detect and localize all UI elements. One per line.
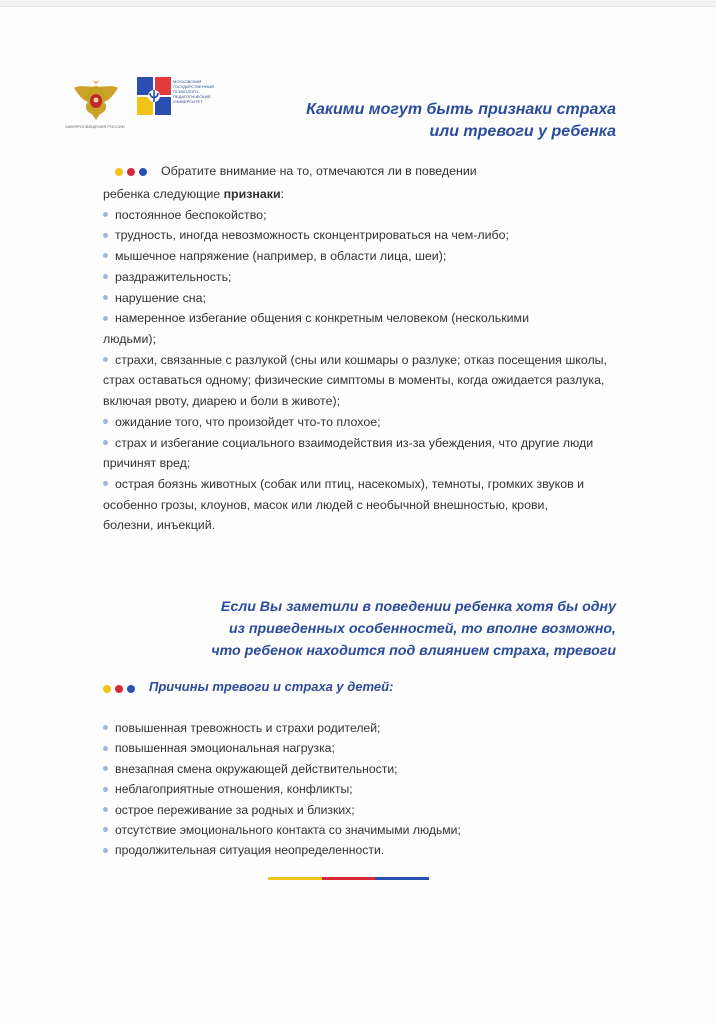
red-dot-icon [127, 168, 135, 176]
list-item-text: повышенная эмоциональная нагрузка; [115, 741, 335, 756]
university-logo-caption: МОСКОВСКИЙ ГОСУДАРСТВЕННЫЙ ПСИХОЛОГО-ПЕДАГОГИЧЕСКИЙ УНИВЕРСИТЕТ [173, 79, 214, 104]
list-item [103, 779, 623, 799]
list-item [103, 759, 623, 779]
callout-line-3: что ребенок находится под влиянием страха, тревоги [211, 643, 616, 659]
signs-intro [115, 161, 623, 182]
causes-list [103, 718, 623, 861]
list-item [103, 718, 623, 738]
blue-dot-icon [139, 168, 147, 176]
bullet-icon [103, 212, 108, 217]
list-item [103, 225, 623, 246]
red-segment [322, 877, 376, 880]
bullet-icon [103, 746, 108, 751]
list-item [103, 412, 623, 433]
yellow-segment [268, 877, 322, 880]
causes-heading [103, 679, 393, 695]
intro-bold-word: признаки [223, 187, 281, 202]
bullet-icon [103, 357, 108, 362]
list-item-text: намеренное избегание общения с конкретным человеком (несколькими людьми); [103, 311, 529, 346]
bullet-icon [103, 725, 108, 730]
list-item-text: повышенная тревожность и страхи родителей; [115, 721, 381, 735]
list-item-text: острая боязнь животных (собак или птиц, насекомых), темноты, громких звуков и особенно грозы, клоунов, масок или людей с необычной внешностью, крови, болезни, инъекций. [103, 476, 585, 533]
list-item-text: мышечное напряжение (например, в области лица, шеи); [115, 249, 447, 264]
blue-dot-icon [127, 685, 135, 693]
intro-line-2 [103, 184, 623, 205]
list-item-text: страх и избегание социального взаимодействия из-за убеждения, что другие люди причинят вред; [103, 435, 594, 471]
list-item-text: раздражительность; [115, 269, 232, 284]
ministry-logo-caption: МИНПРОСВЕЩЕНИЯ РОССИИ [65, 124, 125, 129]
list-item [103, 800, 623, 820]
tricolor-dots [103, 680, 139, 695]
list-item [103, 288, 623, 309]
bullet-icon [103, 787, 108, 792]
list-item-text: острое переживание за родных и близких; [115, 802, 355, 817]
bullet-icon [103, 827, 108, 832]
university-logo [137, 77, 171, 115]
signs-section [103, 161, 623, 536]
bullet-icon [103, 481, 108, 486]
list-item [103, 308, 553, 349]
bullet-icon [103, 233, 108, 238]
list-item-text: ожидание того, что произойдет что-то плохое; [115, 414, 381, 429]
causes-heading-text: Причины тревоги и страха у детей: [149, 679, 394, 694]
bullet-icon [103, 766, 108, 771]
bullet-icon [103, 440, 108, 445]
list-item [103, 840, 623, 860]
bullet-icon [103, 848, 108, 853]
list-item-text: нарушение сна; [115, 290, 206, 305]
list-item [103, 433, 603, 474]
callout-line-2: из приведенных особенностей, то вполне возможно, [228, 621, 616, 637]
list-item-text: внезапная смена окружающей действительности; [115, 761, 398, 776]
list-item [103, 246, 623, 267]
bullet-icon [103, 295, 108, 300]
bullet-icon [103, 316, 108, 321]
list-item-text: неблагоприятные отношения, конфликты; [115, 782, 353, 797]
bullet-icon [103, 419, 108, 424]
bullet-icon [103, 253, 108, 258]
list-item [103, 738, 623, 758]
red-dot-icon [115, 685, 123, 693]
top-border [0, 0, 716, 7]
list-item-text: отсутствие эмоционального контакта со значимыми людьми; [115, 823, 461, 838]
list-item [103, 474, 593, 536]
blue-segment [375, 877, 429, 880]
bullet-icon [103, 807, 108, 812]
list-item [103, 205, 623, 226]
bullet-icon [103, 274, 108, 279]
ministry-eagle-logo [70, 78, 122, 122]
callout-text [211, 596, 616, 662]
list-item-text: продолжительная ситуация неопределенности. [115, 843, 385, 858]
yellow-dot-icon [103, 685, 111, 693]
list-item-text: трудность, иногда невозможность сконцентрироваться на чем-либо; [115, 228, 509, 243]
yellow-dot-icon [115, 168, 123, 176]
intro-text-1: Обратите внимание на то, отмечаются ли в поведении [161, 164, 477, 178]
intro-colon: : [280, 187, 285, 202]
page-title [306, 99, 616, 143]
list-item-text: постоянное беспокойство; [115, 207, 267, 222]
list-item [103, 350, 608, 412]
tricolor-dots [115, 161, 151, 182]
title-line-2: или тревоги у ребенка [429, 123, 616, 140]
footer-tricolor-divider [268, 877, 429, 880]
callout-line-1: Если Вы заметили в поведении ребенка хотя бы одну [220, 599, 616, 615]
title-line-1: Какими могут быть признаки страха [306, 101, 616, 118]
list-item-text: страхи, связанные с разлукой (сны или кошмары о разлуке; отказ посещения школы, страх оставаться одному; физические симптомы в моменты, когда ожидается разлука, включая рвоту, диарею и боли в животе); [103, 352, 608, 409]
list-item [103, 267, 623, 288]
intro-text-2: ребенка следующие [103, 187, 224, 202]
list-item [103, 820, 623, 840]
